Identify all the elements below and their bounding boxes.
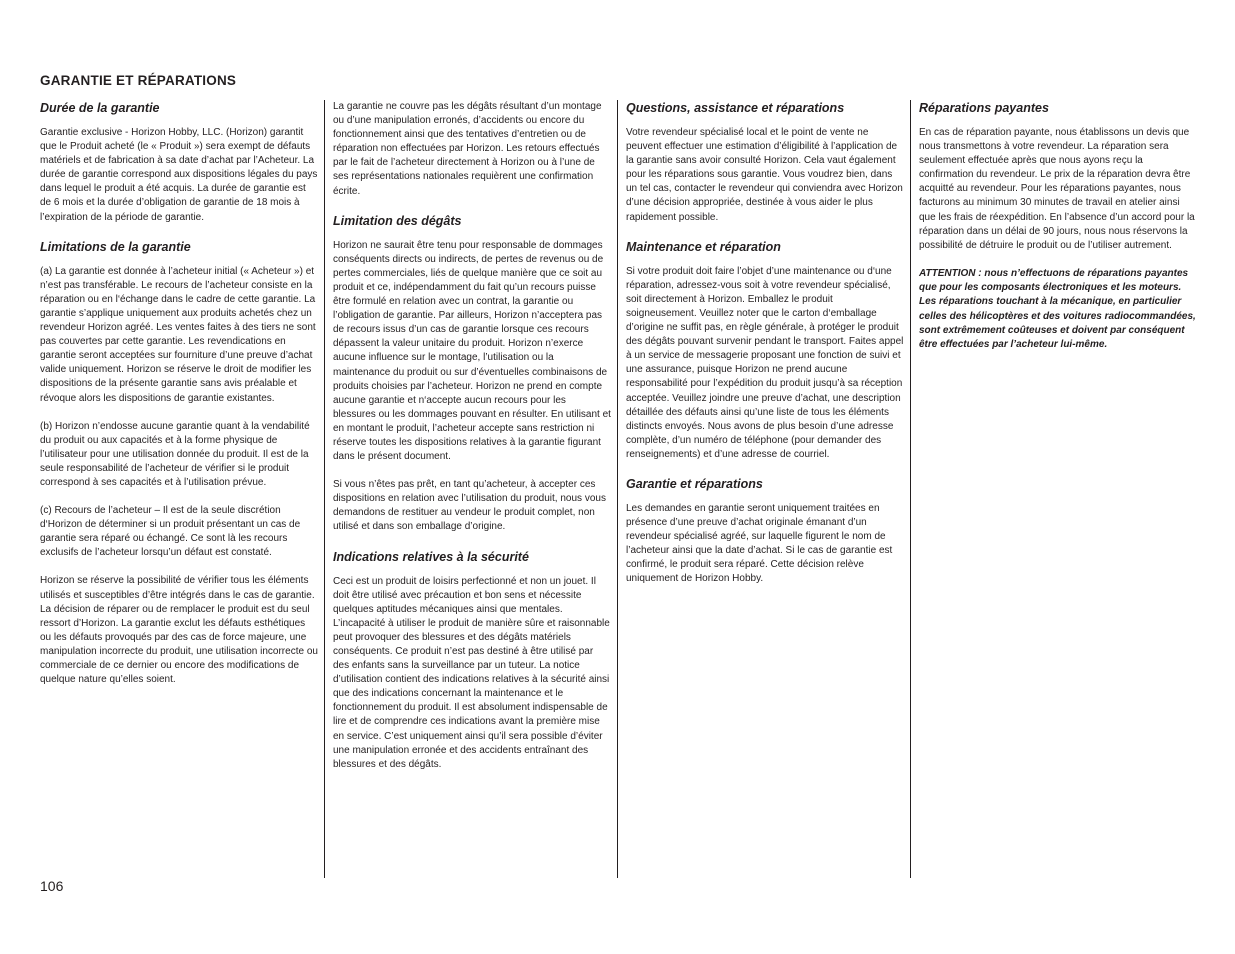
body-paragraph: Horizon se réserve la possibilité de vérifier tous les éléments utilisés et susceptibles d’être intégrés dans le cas de garantie. La décision de réparer ou de remplacer le produit est du seul ressort d’Horizon. La garantie exclut les défauts esthétiques ou les défauts provoqués par des cas de force majeure, une manipulation incorrecte du produit, une utilisation incorrecte ou commerciale de ce dernier ou encore des modifications de quelque nature qu’elles soient. — [40, 575, 318, 686]
body-paragraph: La garantie ne couvre pas les dégâts résultant d’un montage ou d’une manipulation erronés, d’accidents ou encore du fonctionnement ainsi que des tentatives d’entretien ou de réparation non effectuées par Horizon. Les retours effectués par le fait de l’acheteur directement à Horizon ou à l’une de ses représentations nationales requièrent une confirmation écrite. — [333, 101, 602, 197]
body-paragraph: Horizon ne saurait être tenu pour responsable de dommages conséquents directs ou indirects, de pertes de revenus ou de pertes commerciales, liés de quelque manière que ce soit au produit et ce, indépendamment du fait qu’un recours puisse être formulé en relation avec un contrat, la garantie ou l’obligation de garantie. Par ailleurs, Horizon n’acceptera pas de recours issus d’un cas de garantie lorsque ces recours dépassent la valeur unitaire du produit. Horizon n’exerce aucune influence sur le montage, l’utilisation ou la maintenance du produit ou sur d’éventuelles combinaisons de produits choisies par l’acheteur. Horizon ne prend en compte aucune garantie et n‘accepte aucun recours pour les blessures ou les dommages pouvant en résulter. En utilisant et en montant le produit, l’acheteur accepte sans restriction ni réserve toutes les dispositions relatives à la garantie figurant dans le présent document. — [333, 239, 611, 463]
body-paragraph: (b) Horizon n’endosse aucune garantie quant à la vendabilité du produit ou aux capacités et à la forme physique de l’utilisateur pour une utilisation donnée du produit. Il est de la seule responsabilité de l’acheteur de vérifier si le produit correspond à ses capacités et à l’utilisation prévue. — [40, 420, 310, 488]
section-heading: Limitation des dégâts — [333, 213, 462, 228]
section-heading: Garantie et réparations — [626, 476, 763, 491]
body-paragraph: Ceci est un produit de loisirs perfectionné et non un jouet. Il doit être utilisé avec précaution et bon sens et nécessite quelques aptitudes mécaniques ainsi que mentales. L’incapacité à utiliser le produit de manière sûre et raisonnable peut provoquer des blessures et des dégâts matériels conséquents. Ce produit n’est pas destiné à être utilisé par des enfants sans la surveillance par un tuteur. La notice d’utilisation contient des indications relatives à la sécurité ainsi que des indications concernant la maintenance et le fonctionnement du produit. Il est absolument indispensable de lire et de comprendre ces indications avant la première mise en service. C’est uniquement ainsi qu’il sera possible d’éviter une manipulation erronée et des accidents entraînant des blessures et des dégâts. — [333, 575, 610, 770]
body-paragraph: (a) La garantie est donnée à l’acheteur initial (« Acheteur ») et n’est pas transférable. Le recours de l’acheteur consiste en la réparation ou en l‘échange dans le cadre de cette garantie. La garantie s’applique uniquement aux produits achetés chez un revendeur Horizon agréé. Les ventes faites à des tiers ne sont pas couvertes par cette garantie. Les revendications en garantie seront acceptées sur fourniture d’une preuve d’achat valide uniquement. Horizon se réserve le droit de modifier les dispositions de la présente garantie sans avis préalable et révoque alors les dispositions de garantie existantes. — [40, 265, 316, 404]
section-heading: Réparations payantes — [919, 101, 1049, 115]
section-heading: Indications relatives à la sécurité — [333, 549, 529, 564]
body-paragraph: Si vous n’êtes pas prêt, en tant qu’acheteur, à accepter ces dispositions en relation avec l’utilisation du produit, nous vous demandons de restituer au vendeur le produit complet, non utilisé et dans son emballage d’origine. — [333, 479, 606, 533]
text-column-1 — [40, 100, 318, 687]
page-title: GARANTIE ET RÉPARATIONS — [40, 73, 237, 88]
column-divider — [910, 100, 911, 878]
body-paragraph: (c) Recours de l’acheteur – Il est de la seule discrétion d‘Horizon de déterminer si un produit présentant un cas de garantie sera réparé ou échangé. Ce sont là les recours exclusifs de l’acheteur lorsqu’un défaut est constaté. — [40, 505, 301, 559]
text-column-4 — [919, 100, 1197, 353]
body-paragraph: Si votre produit doit faire l’objet d’une maintenance ou d‘une réparation, adressez-vous soit à votre revendeur spécialisé, soit directement à Horizon. Emballez le produit soigneusement. Veuillez noter que le carton d‘emballage d’origine ne suffit pas, en règle générale, à protéger le produit des dégâts pouvant survenir pendant le transport. Faites appel à un service de messagerie proposant une fonction de suivi et une assurance, puisque Horizon ne prend aucune responsabilité pour l’expédition du produit jusqu’à sa réception acceptée. Veuillez joindre une preuve d’achat, une description détaillée des défauts ainsi qu’une liste de tous les éléments distincts envoyés. Nous avons de plus besoin d’une adresse complète, d’un numéro de téléphone (pour demander des renseignements) et d’une adresse de courriel. — [626, 265, 904, 460]
body-paragraph: En cas de réparation payante, nous établissons un devis que nous transmettons à votre revendeur. La réparation sera seulement effectuée après que nous ayons reçu la confirmation du revendeur. Le prix de la réparation devra être acquitté au revendeur. Pour les réparations payantes, nous facturons au minimum 30 minutes de travail en atelier ainsi que les frais de réexpédition. En l’absence d’un accord pour la réparation dans un délai de 90 jours, nous nous réservons la possibilité de détruire le produit ou de l’utiliser autrement. — [919, 127, 1195, 251]
text-column-3 — [626, 100, 904, 587]
section-heading: Maintenance et réparation — [626, 239, 781, 254]
text-column-2 — [333, 100, 611, 772]
section-heading: Questions, assistance et réparations — [626, 101, 845, 115]
column-divider — [324, 100, 325, 878]
body-paragraph: Garantie exclusive - Horizon Hobby, LLC. (Horizon) garantit que le Produit acheté (le « Produit ») sera exempt de défauts matériels et de fabrication à sa date d’achat par l’Acheteur. La durée de garantie correspond aux dispositions légales du pays dans lequel le produit a été acquis. La durée de garantie est de 6 mois et la durée d’obligation de garantie de 18 mois à l’expiration de la période de garantie. — [40, 127, 318, 223]
body-paragraph: Les demandes en garantie seront uniquement traitées en présence d’une preuve d’achat originale émanant d’un revendeur spécialisé agréé, sur laquelle figurent le nom de l’acheteur ainsi que la date d’achat. Si le cas de garantie est confirmé, le produit sera réparé. Cette décision relève uniquement de Horizon Hobby. — [626, 502, 893, 585]
warning-note: ATTENTION : nous n’effectuons de réparations payantes que pour les composants électroniques et les moteurs. Les réparations touchant à la mécanique, en particulier celles des hélicoptères et des voitures radiocommandées, sont extrêmement coûteuses et doivent par conséquent être effectuées par l’acheteur lui-même. — [919, 267, 1196, 351]
page-number: 106 — [40, 878, 64, 894]
section-heading: Durée de la garantie — [40, 101, 160, 115]
body-paragraph: Votre revendeur spécialisé local et le point de vente ne peuvent effectuer une estimation d’éligibilité à l’application de la garantie sans avoir consulté Horizon. Cela vaut également pour les réparations sous garantie. Vous voudrez bien, dans un tel cas, contacter le revendeur qui conviendra avec Horizon d’une décision appropriée, destinée à vous aider le plus rapidement possible. — [626, 127, 903, 223]
section-heading: Limitations de la garantie — [40, 239, 191, 254]
column-divider — [617, 100, 618, 878]
